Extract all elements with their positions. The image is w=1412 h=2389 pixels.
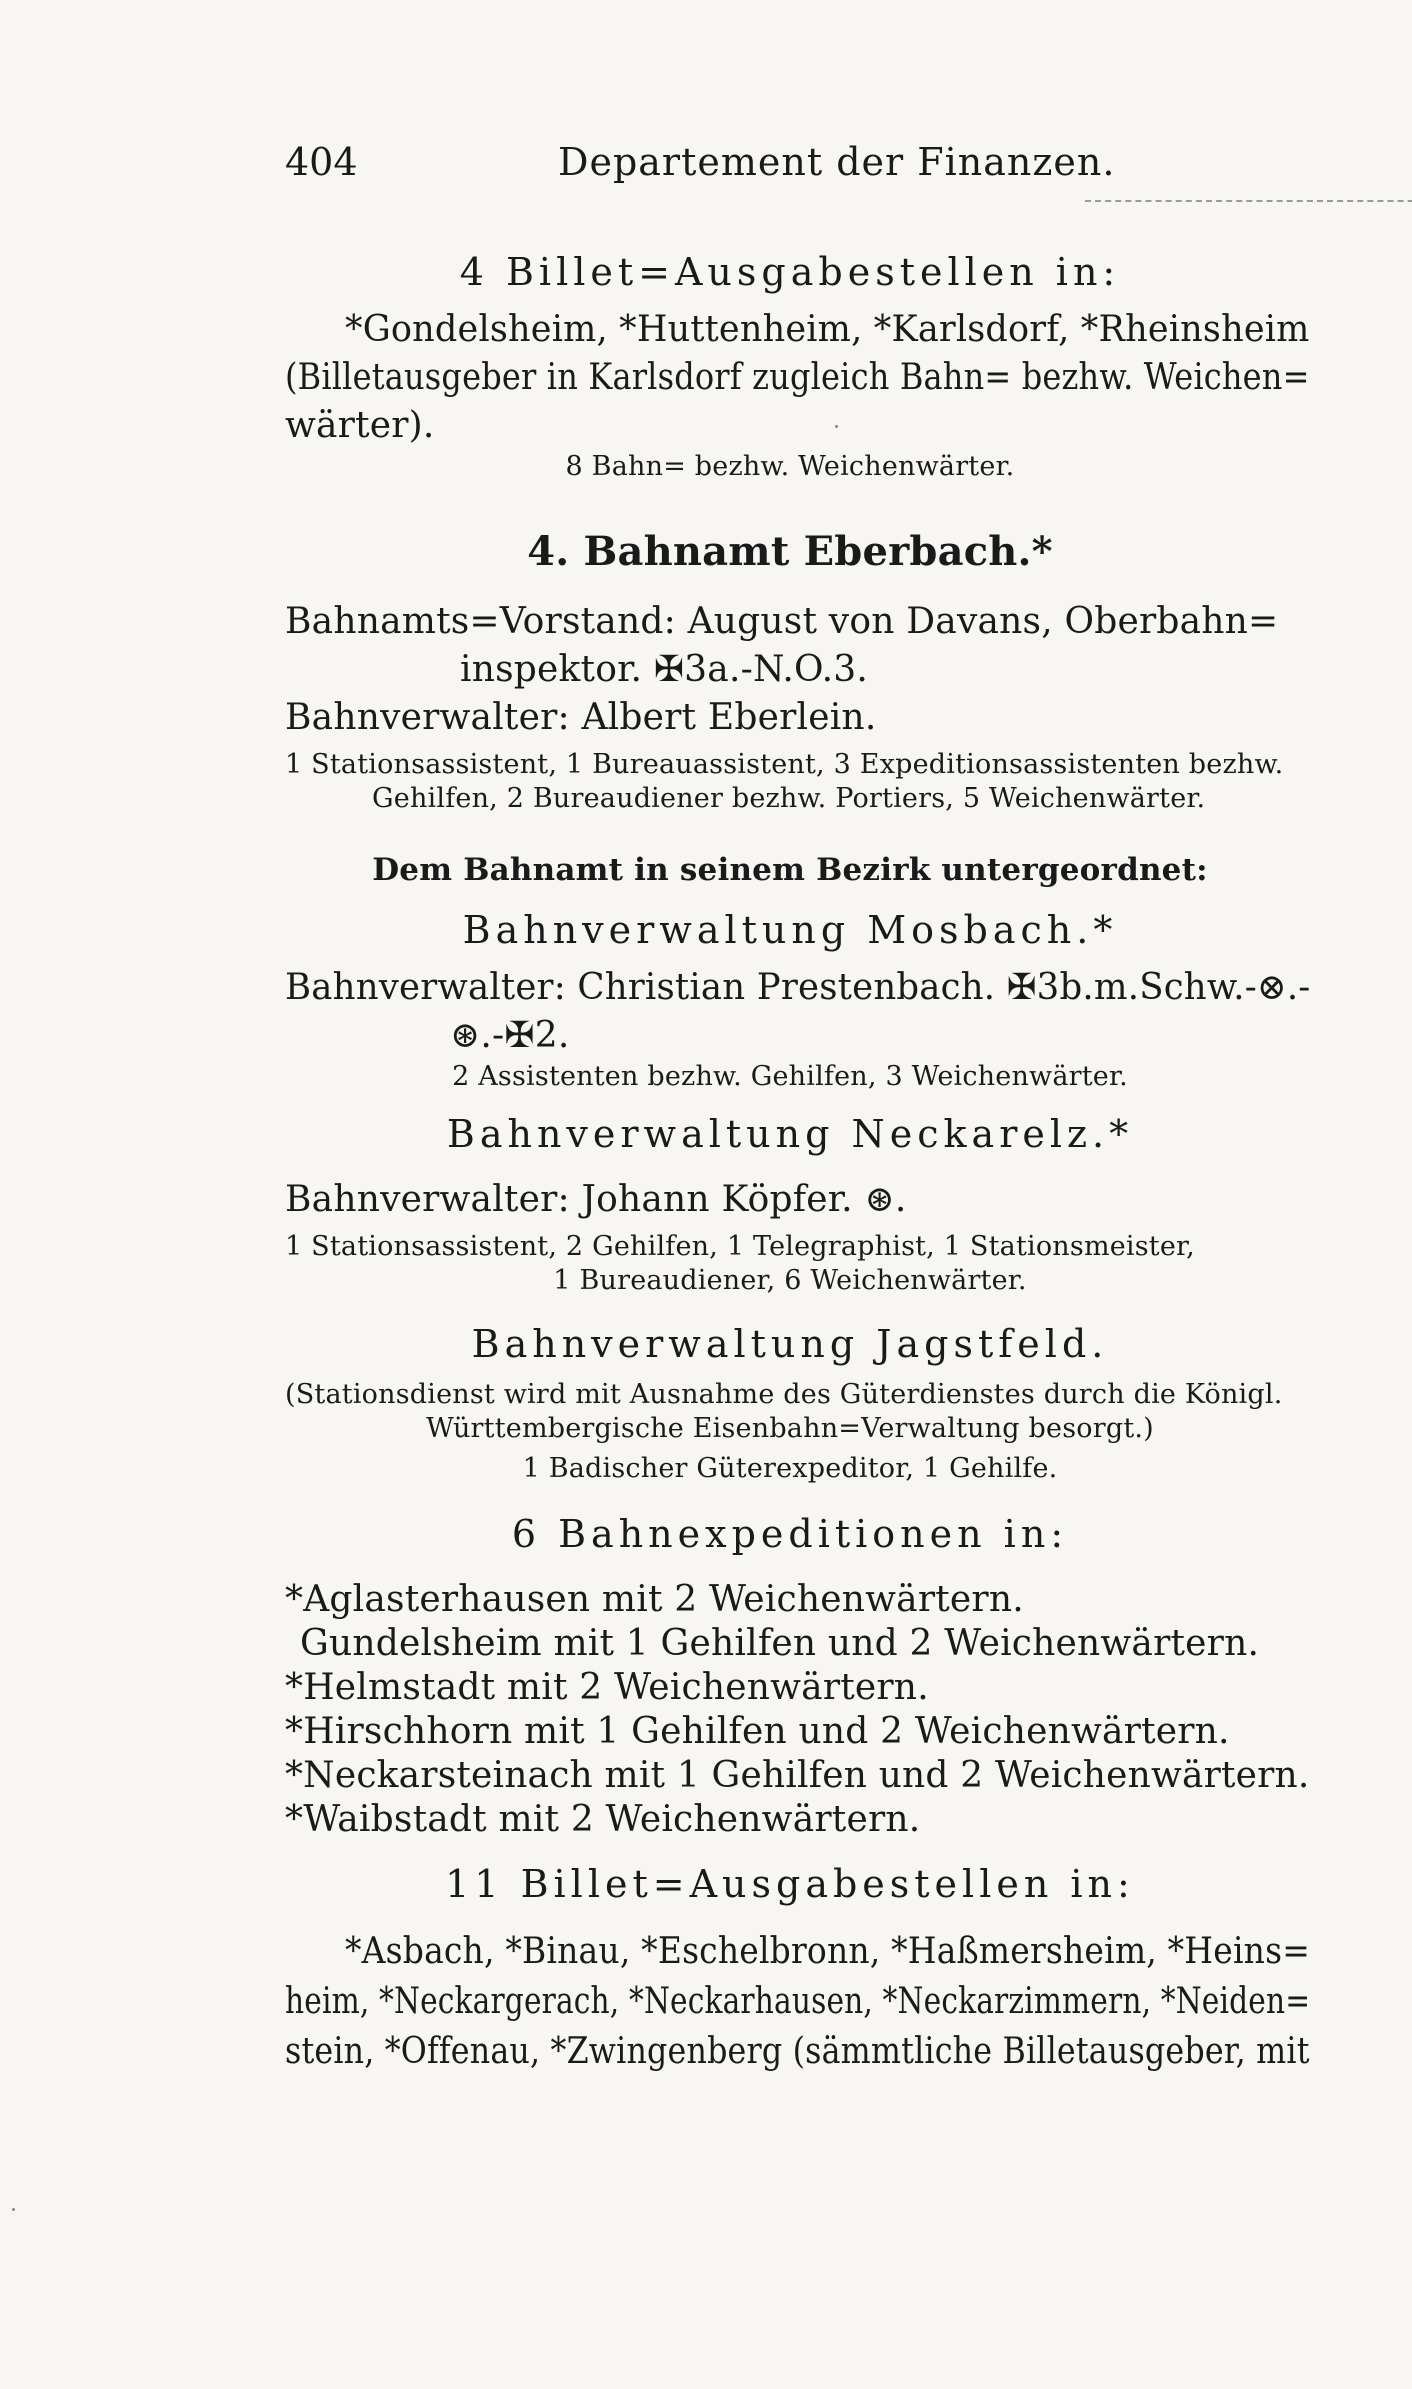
section-heading-billet-2: 11 Billet=Ausgabestellen in: bbox=[445, 1862, 1135, 1906]
text-line: ⊛.-✠2. bbox=[450, 1015, 570, 1056]
section-heading-bahnamt: 4. Bahnamt Eberbach.* bbox=[527, 528, 1053, 575]
text-line: stein, *Offenau, *Zwingenberg (sämmtliche Billetausgeber, mit bbox=[285, 2031, 1310, 2072]
running-header bbox=[285, 140, 1305, 190]
list-item: *Neckarsteinach mit 1 Gehilfen und 2 Weichenwärtern. bbox=[285, 1755, 1310, 1796]
list-item: Gundelsheim mit 1 Gehilfen und 2 Weichenwärtern. bbox=[300, 1623, 1260, 1664]
text-line: heim, *Neckargerach, *Neckarhausen, *Neckarzimmern, *Neiden= bbox=[285, 1981, 1311, 2022]
staff-note: 1 Badischer Güterexpeditor, 1 Gehilfe. bbox=[522, 1453, 1058, 1484]
print-speck bbox=[835, 425, 838, 428]
text-line: *Gondelsheim, *Huttenheim, *Karlsdorf, *Rheinsheim bbox=[345, 309, 1310, 350]
list-item: *Helmstadt mit 2 Weichenwärtern. bbox=[285, 1667, 929, 1708]
text-line: Bahnamts=Vorstand: August von Davans, Oberbahn= bbox=[285, 601, 1279, 642]
staff-note: 8 Bahn= bezhw. Weichenwärter. bbox=[565, 451, 1015, 482]
text-line: inspektor. ✠3a.-N.O.3. bbox=[460, 649, 868, 690]
print-speck bbox=[12, 2208, 15, 2211]
list-item: *Aglasterhausen mit 2 Weichenwärtern. bbox=[285, 1579, 1024, 1620]
list-item: *Waibstadt mit 2 Weichenwärtern. bbox=[285, 1799, 921, 1840]
subordinate-heading: Dem Bahnamt in seinem Bezirk untergeordnet: bbox=[372, 852, 1208, 888]
section-heading-mosbach: Bahnverwaltung Mosbach.* bbox=[462, 908, 1118, 952]
text-line: Bahnverwalter: Christian Prestenbach. ✠3b.m.Schw.-⊗.- bbox=[285, 967, 1311, 1008]
text-line: (Billetausgeber in Karlsdorf zugleich Bahn= bezhw. Weichen= bbox=[285, 357, 1310, 398]
section-heading-bahnexpeditionen: 6 Bahnexpeditionen in: bbox=[511, 1512, 1069, 1556]
staff-note: 1 Stationsassistent, 2 Gehilfen, 1 Telegraphist, 1 Stationsmeister, bbox=[285, 1231, 1195, 1262]
staff-note: 1 Bureaudiener, 6 Weichenwärter. bbox=[553, 1265, 1027, 1296]
page-title: Departement der Finanzen. bbox=[558, 140, 1116, 184]
page-number: 404 bbox=[285, 140, 358, 184]
list-item: *Hirschhorn mit 1 Gehilfen und 2 Weichenwärtern. bbox=[285, 1711, 1230, 1752]
text-line: Bahnverwalter: Johann Köpfer. ⊛. bbox=[285, 1179, 907, 1220]
text-line: wärter). bbox=[285, 405, 435, 446]
header-rule bbox=[1085, 200, 1412, 202]
staff-note: (Stationsdienst wird mit Ausnahme des Güterdienstes durch die Königl. bbox=[285, 1379, 1283, 1410]
section-heading-neckarelz: Bahnverwaltung Neckarelz.* bbox=[446, 1112, 1134, 1156]
staff-note: 2 Assistenten bezhw. Gehilfen, 3 Weichenwärter. bbox=[452, 1061, 1128, 1092]
section-heading-jagstfeld: Bahnverwaltung Jagstfeld. bbox=[471, 1322, 1109, 1366]
section-heading-billet-1: 4 Billet=Ausgabestellen in: bbox=[459, 250, 1121, 294]
staff-note: Württembergische Eisenbahn=Verwaltung besorgt.) bbox=[426, 1413, 1154, 1444]
text-line: *Asbach, *Binau, *Eschelbronn, *Haßmersheim, *Heins= bbox=[345, 1931, 1311, 1972]
text-line: Bahnverwalter: Albert Eberlein. bbox=[285, 697, 877, 738]
staff-note: Gehilfen, 2 Bureaudiener bezhw. Portiers, 5 Weichenwärter. bbox=[372, 783, 1206, 814]
staff-note: 1 Stationsassistent, 1 Bureauassistent, 3 Expeditionsassistenten bezhw. bbox=[285, 749, 1284, 780]
